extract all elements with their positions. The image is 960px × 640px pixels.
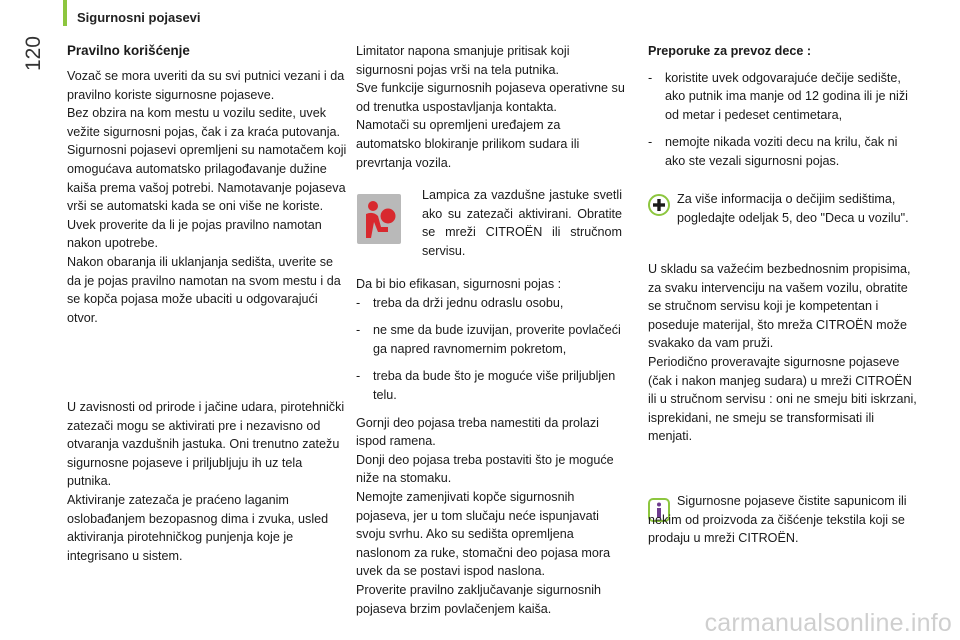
- paragraph: Gornji deo pojasa treba namestiti da prolazi ispod ramena.: [356, 415, 599, 449]
- header-title: Sigurnosni pojasevi: [77, 10, 201, 25]
- child-seat-note: Za više informacija o dečijim sedištima, pogledajte odeljak 5, deo "Deca u vozilu".: [677, 192, 909, 225]
- cleaning-note: Sigurnosne pojaseve čistite sapunicom ili nekim od proizvoda za čišćenje tekstila koji se prodaju u mreži CITROËN.: [648, 494, 907, 546]
- airbag-lamp-note: Lampica za vazdušne jastuke svetli ako su zatezači aktivirani. Obratite se mreži CITROËN ili stručnom servisu.: [422, 188, 622, 258]
- paragraph: Nemojte zamenjivati kopče sigurnosnih pojaseva, jer u tom slučaju neće ispunjavati svoju svrhu. Ako su sedišta opremljena naslonom za ruke, stomačni deo pojasa mora uvek da se postavi ispod naslona.: [356, 489, 611, 579]
- column-3-lower: [648, 260, 920, 446]
- paragraph: Donji deo pojasa treba postaviti što je moguće niže na stomaku.: [356, 452, 614, 486]
- column-1: [67, 42, 347, 327]
- paragraph: Bez obzira na kom mestu u vozilu sedite, uvek vežite sigurnosni pojas, čak i za kraća putovanja.: [67, 106, 341, 139]
- paragraph: Sve funkcije sigurnosnih pojaseva operativne su od trenutka uspostavljanja kontakta.: [356, 81, 625, 114]
- list-item: - koristite uvek odgovarajuće dečije sedište, ako putnik ima manje od 12 godina ili je niži od metar i pedeset centimetara,: [648, 70, 908, 122]
- list-item: - treba da bude što je moguće više priljubljen telu.: [356, 369, 616, 402]
- paragraph: Periodično proveravajte sigurnosne pojaseve (čak i nakon manjeg sudara) u mreži CITROËN ili u stručnom servisu : oni ne smeju biti iskrzani, isprekidani, ne smeju se transformisati ili menjati.: [648, 354, 917, 444]
- efficacy-list: [356, 294, 626, 405]
- page-number: 120: [22, 36, 45, 72]
- header-accent-bar: [63, 0, 67, 26]
- column-1-lower: [67, 398, 347, 565]
- list-item: - ne sme da bude izuvijan, proverite povlačeći ga napred ravnomernim pokretom,: [356, 323, 621, 356]
- paragraph: Proverite pravilno zaključavanje sigurnosnih pojaseva brzim povlačenjem kaiša.: [356, 582, 602, 616]
- column-2: [356, 42, 626, 172]
- column-3: [648, 42, 920, 180]
- paragraph: U skladu sa važećim bezbednosnim propisima, za svaku intervenciju na vašem vozilu, obratite se stručnom servisu koji je kompetentan i poseduje materijal, što mreža CITROËN može svakako da vam pruži.: [648, 262, 911, 351]
- paragraph: Namotači su opremljeni uređajem za automatsko blokiranje prilikom sudara ili prevrtanja vozila.: [356, 118, 580, 170]
- paragraph: Nakon obaranja ili uklanjanja sedišta, uverite se da je pojas pravilno namotan na svom mestu i da se kopča pojasa može ubaciti u odgovarajući otvor.: [67, 254, 341, 325]
- list-item: - nemojte nikada voziti decu na krilu, čak ni ako ste vezali sigurnosni pojas.: [648, 135, 898, 168]
- paragraph: Sigurnosni pojasevi opremljeni su namotačem koji omogućava automatsko prilagođavanje dužine kaiša prema vašoj potrebi. Namotavanje pojaseva vrši se automatski kada se oni više ne koriste.: [67, 143, 347, 214]
- paragraph: Uvek proverite da li je pojas pravilno namotan nakon upotrebe.: [67, 217, 322, 251]
- list-item: - treba da drži jednu odraslu osobu,: [356, 295, 564, 310]
- watermark: carmanualsonline.info: [704, 609, 952, 637]
- plus-icon: [648, 194, 670, 221]
- paragraph: U zavisnosti od prirode i jačine udara, pirotehnički zatezači mogu se aktivirati pre i nezavisno od otvaranja vazdušnih jastuka. Oni trenutno zatežu sigurnosne pojaseve i priljubljuju ih uz tela putnika.: [67, 400, 345, 489]
- paragraph: Vozač se mora uveriti da su svi putnici vezani i da pravilno koriste sigurnosne pojaseve.: [67, 69, 345, 102]
- airbag-warning-icon: [357, 194, 401, 244]
- children-recommendations-list: [648, 69, 920, 171]
- paragraph: Limitator napona smanjuje pritisak koji sigurnosni pojas vrši na tela putnika.: [356, 44, 570, 77]
- section-title: Pravilno korišćenje: [67, 43, 190, 58]
- efficacy-intro: Da bi bio efikasan, sigurnosni pojas :: [356, 277, 562, 291]
- paragraph: Aktiviranje zatezača je praćeno laganim oslobađanjem bezopasnog dima i zvuka, usled aktiviranja pirotehničkog punjenja koje je integrisano u sistem.: [67, 492, 329, 563]
- section-subtitle: Preporuke za prevoz dece :: [648, 44, 812, 58]
- column-2-lower: [356, 275, 626, 618]
